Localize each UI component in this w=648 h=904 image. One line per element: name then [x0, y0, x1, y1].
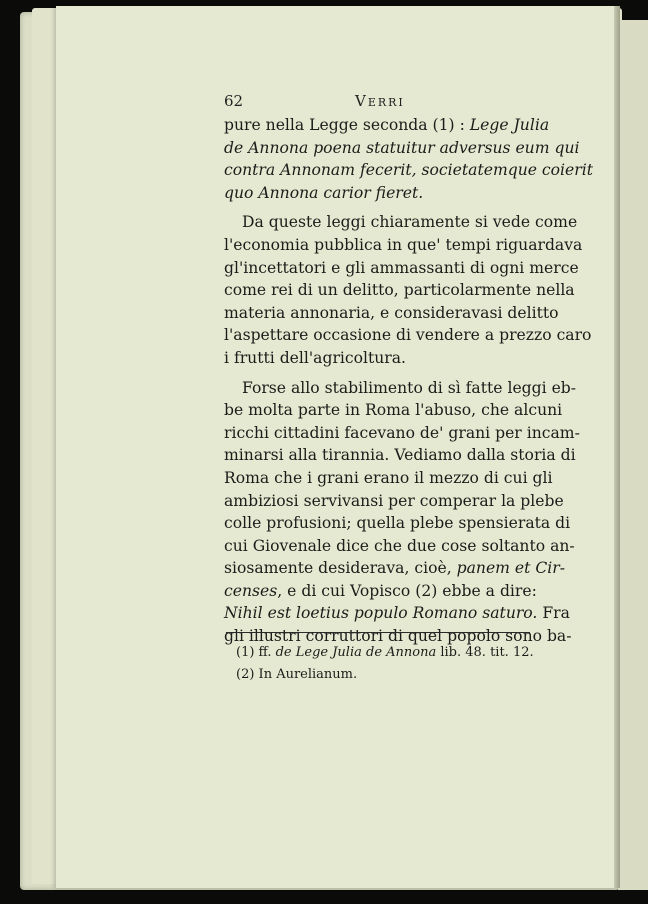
text-line: [224, 512, 571, 535]
text-span: Roma che i grani erano il mezzo di cui gli: [224, 468, 553, 487]
italic-span: de Annona poena statuitur adversus eum qui: [224, 138, 580, 157]
text-span: gl'incettatori e gli ammassanti di ogni merce: [224, 258, 579, 277]
text-span: materia annonaria, e consideravasi delitto: [224, 303, 559, 322]
text-line: [224, 302, 559, 325]
footnote-rule: [226, 632, 530, 633]
text-line: [224, 159, 593, 182]
footnote-italic: de Lege Julia de Annona: [275, 645, 437, 660]
italic-span: panem et Cir-: [456, 559, 566, 578]
footnote-text: lib. 48. tit. 12.: [436, 645, 534, 660]
text-span: cui Giovenale dice che due cose soltanto an-: [224, 536, 575, 555]
text-line: [224, 324, 592, 347]
paragraph-gap: [224, 370, 536, 377]
text-line: [224, 490, 564, 513]
text-line: [224, 114, 550, 137]
text-line: [224, 182, 536, 205]
footnote: [236, 664, 536, 686]
text-span: i frutti dell'agricoltura.: [224, 348, 407, 367]
text-span: gli illustri corruttori di quel popolo sono ba-: [224, 627, 572, 646]
body-text: [224, 114, 593, 648]
text-line: [224, 422, 580, 445]
footnote-mark: (2): [236, 667, 255, 682]
text-span: pure nella Legge seconda (1) :: [224, 116, 470, 134]
text-span: colle profusioni; quella plebe spensierata di: [224, 514, 571, 533]
italic-span: quo Annona carior fieret.: [224, 183, 424, 202]
page-header: [224, 92, 534, 114]
text-line: [224, 347, 536, 370]
text-line: [224, 467, 553, 490]
page-gutter: [614, 6, 620, 888]
text-line: [224, 535, 575, 558]
italic-span: Lege Julia: [469, 116, 550, 134]
running-head: Verri: [355, 92, 405, 110]
text-line: [224, 279, 575, 302]
text-span: minarsi alla tirannia. Vediamo dalla storia di: [224, 446, 576, 465]
text-span: be molta parte in Roma l'abuso, che alcuni: [224, 401, 563, 420]
italic-span: censes: [224, 581, 278, 600]
text-line: [224, 444, 576, 467]
text-span: Fra: [537, 604, 570, 623]
paragraph-gap: [224, 204, 536, 211]
text-line: [224, 234, 583, 257]
text-line: [224, 580, 536, 603]
text-line: [224, 257, 579, 280]
italic-span: contra Annonam fecerit, societatemque coierit: [224, 161, 593, 180]
text-span: ricchi cittadini facevano de' grani per incam-: [224, 423, 580, 442]
text-line: [224, 602, 570, 625]
text-span: l'aspettare occasione di vendere a prezzo caro: [224, 326, 592, 345]
italic-span: Nihil est loetius populo Romano saturo.: [224, 604, 538, 623]
text-line: [224, 399, 563, 422]
text-span: siosamente desiderava, cioè,: [224, 559, 457, 578]
footnotes: [236, 642, 536, 686]
text-span: come rei di un delitto, particolarmente nella: [224, 281, 575, 300]
text-span: l'economia pubblica in que' tempi riguardava: [224, 235, 583, 254]
page-number: 62: [224, 92, 244, 110]
text-line: [224, 557, 566, 580]
text-span: Forse allo stabilimento di sì fatte leggi eb-: [242, 378, 577, 397]
text-span: ambiziosi servivansi per comperar la plebe: [224, 491, 564, 510]
footnote-mark: (1): [236, 645, 255, 660]
footnote: [236, 642, 536, 664]
footnote-text: In Aurelianum.: [254, 667, 358, 682]
text-line: [224, 137, 580, 160]
text-line: [224, 211, 578, 234]
facing-page-edge: [618, 20, 648, 890]
text-line: [224, 377, 577, 400]
text-span: , e di cui Vopisco (2) ebbe a dire:: [277, 581, 537, 600]
text-span: Da queste leggi chiaramente si vede come: [242, 213, 578, 232]
footnote-text: ff.: [254, 645, 276, 660]
